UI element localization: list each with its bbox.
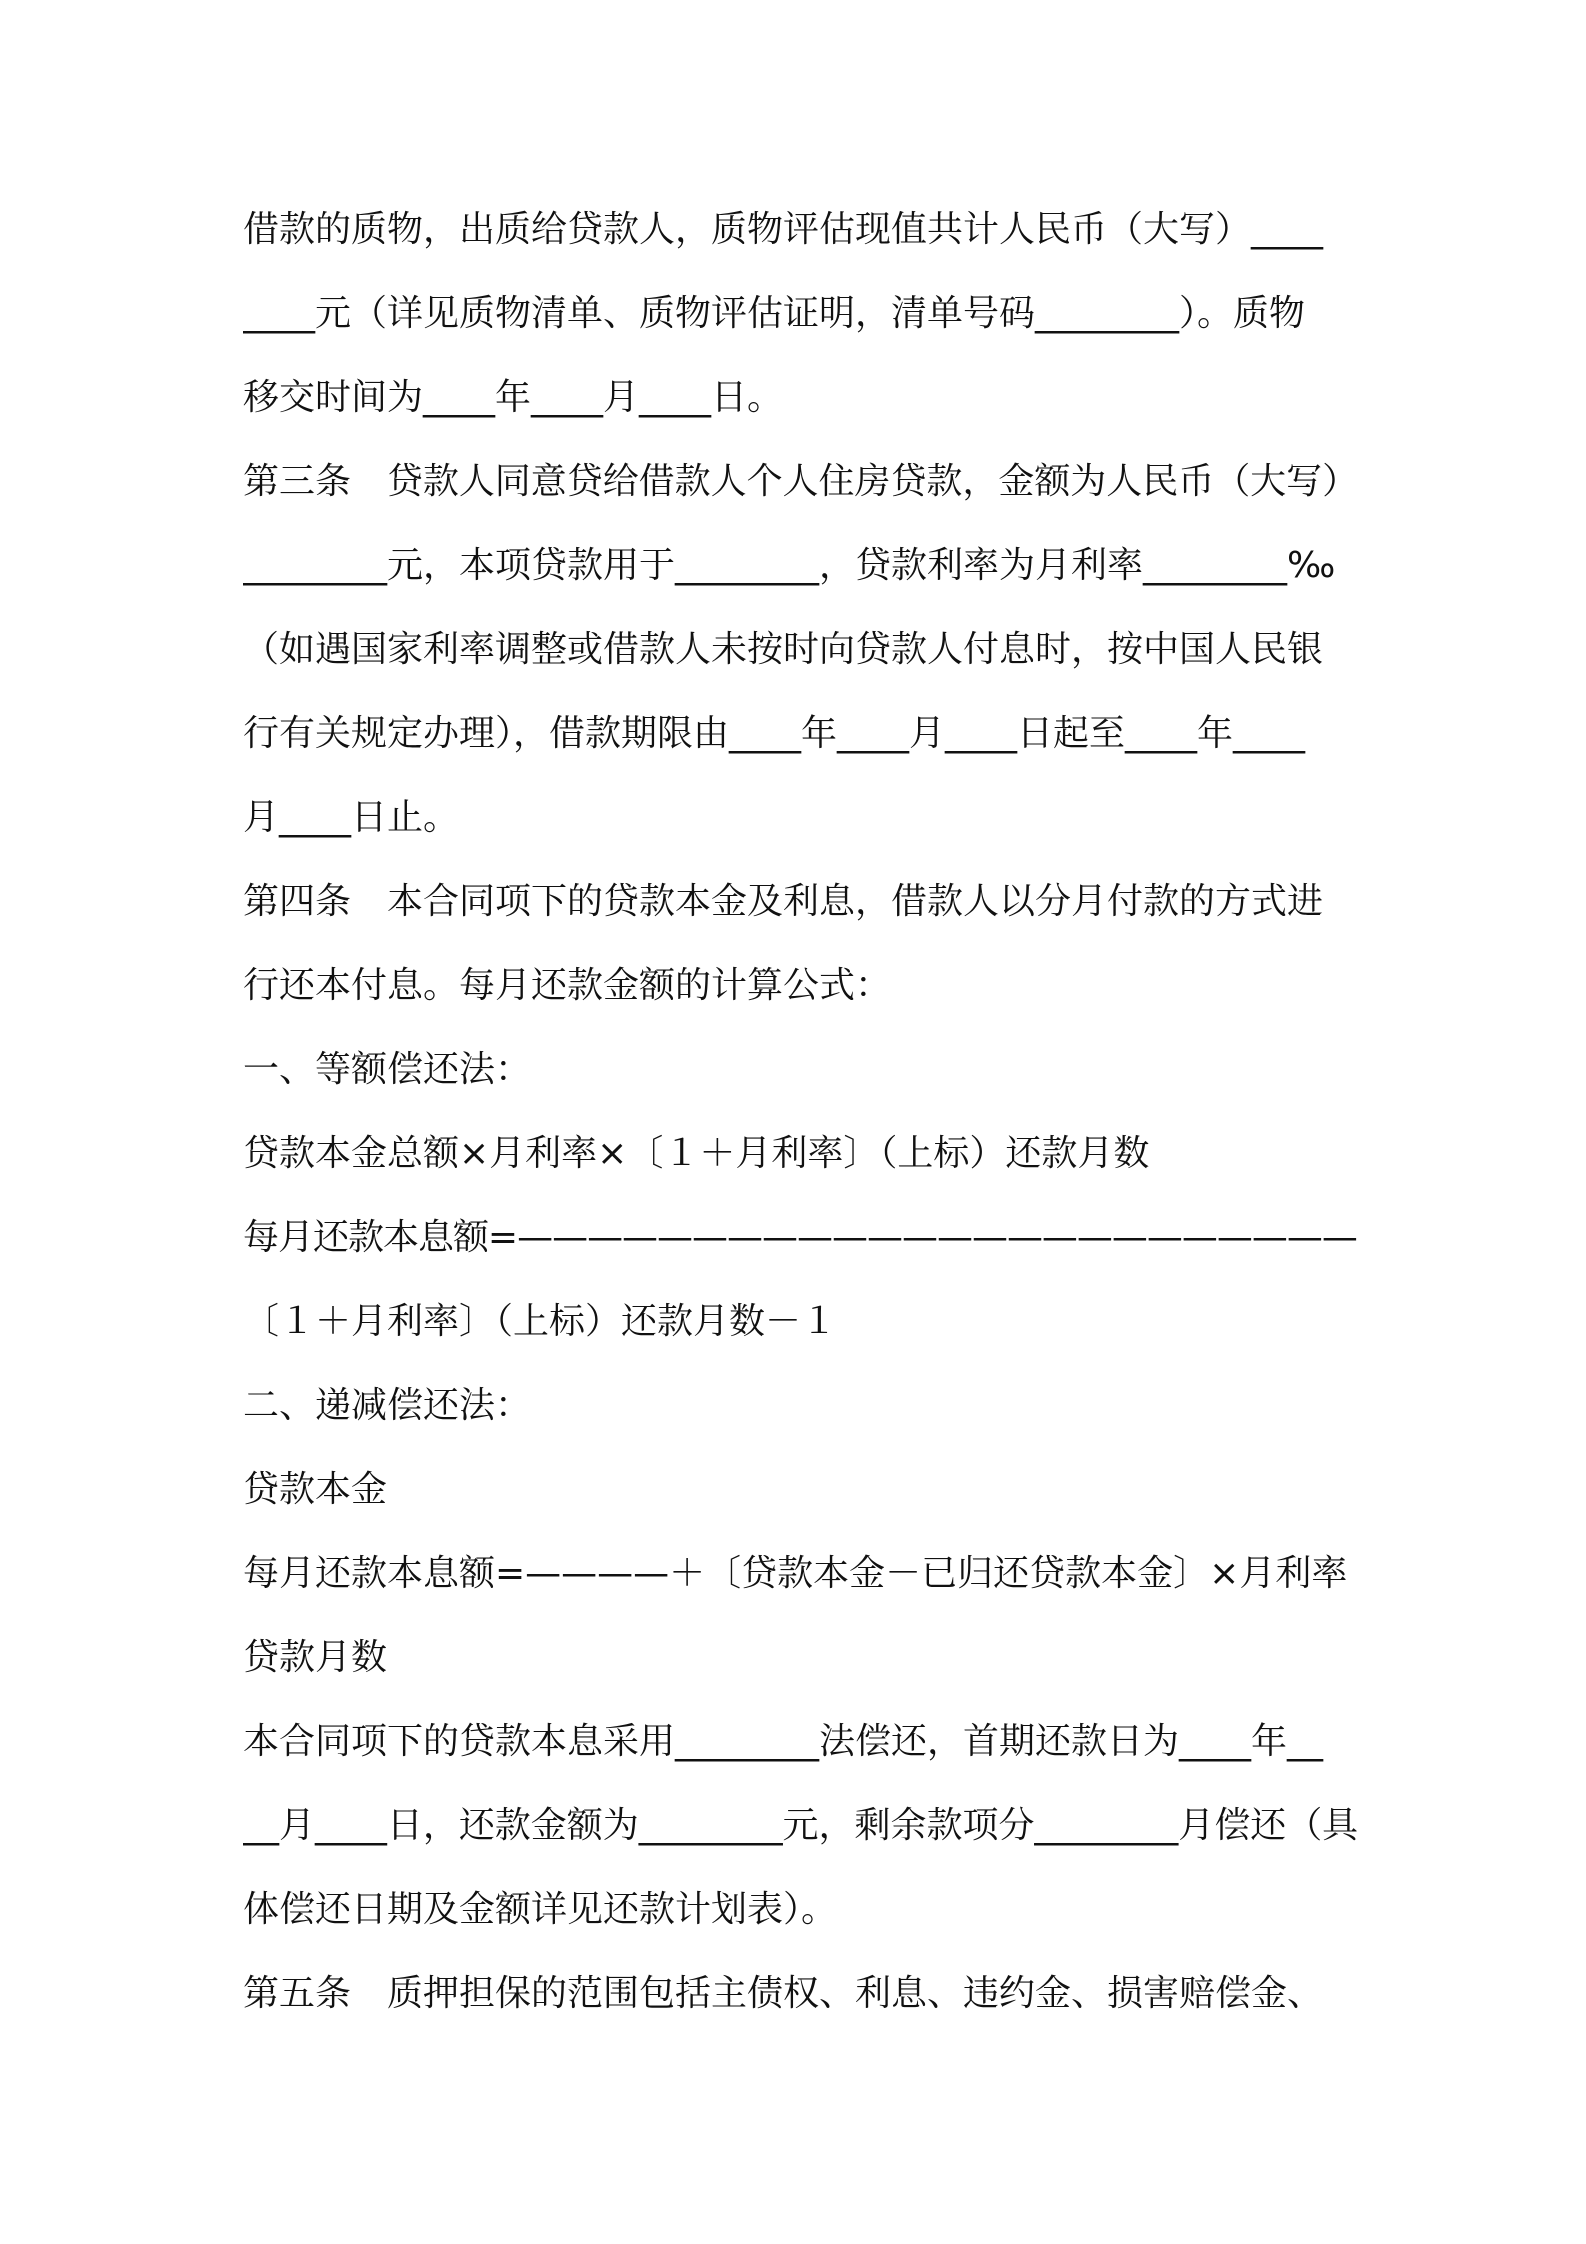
- text-line: ____元（详见质物清单、质物评估证明，清单号码________）。质物: [243, 293, 1306, 334]
- formula-numerator: 贷款本金总额×月利率×〔１＋月利率〕（上标）还款月数: [243, 1133, 1150, 1174]
- article-5-heading-line: 第五条 质押担保的范围包括主债权、利息、违约金、损害赔偿金、: [243, 1973, 1324, 2014]
- text-line: 本合同项下的贷款本息采用________法偿还，首期还款日为____年__: [243, 1721, 1324, 1762]
- method-2-heading: 二、递减偿还法：: [243, 1385, 532, 1426]
- formula-denominator: 〔１＋月利率〕（上标）还款月数－１: [243, 1301, 838, 1342]
- formula-numerator: 贷款本金: [243, 1469, 388, 1510]
- text-line: 移交时间为____年____月____日。: [243, 377, 784, 418]
- article-3-heading-line: 第三条 贷款人同意贷给借款人个人住房贷款，金额为人民币（大写）: [243, 461, 1358, 502]
- method-1-heading: 一、等额偿还法：: [243, 1049, 532, 1090]
- text-line: （如遇国家利率调整或借款人未按时向贷款人付息时，按中国人民银: [243, 629, 1324, 670]
- text-line: 月____日止。: [243, 797, 460, 838]
- formula-line: 每月还款本息额=————————————————————————: [243, 1217, 1357, 1258]
- formula-line: 每月还款本息额=————＋〔贷款本金－已归还贷款本金〕×月利率: [243, 1553, 1348, 1594]
- text-line: ________元，本项贷款用于________，贷款利率为月利率________‰: [243, 545, 1336, 586]
- text-line: 体偿还日期及金额详见还款计划表）。: [243, 1889, 838, 1930]
- text-line: 借款的质物，出质给贷款人，质物评估现值共计人民币（大写）____: [243, 209, 1324, 250]
- text-line: 行有关规定办理），借款期限由____年____月____日起至____年____: [243, 713, 1306, 754]
- article-4-heading-line: 第四条 本合同项下的贷款本金及利息，借款人以分月付款的方式进: [243, 881, 1324, 922]
- formula-denominator: 贷款月数: [243, 1637, 388, 1678]
- text-line: 行还本付息。每月还款金额的计算公式：: [243, 965, 892, 1006]
- text-line: __月____日，还款金额为________元，剩余款项分________月偿还（具: [243, 1805, 1358, 1846]
